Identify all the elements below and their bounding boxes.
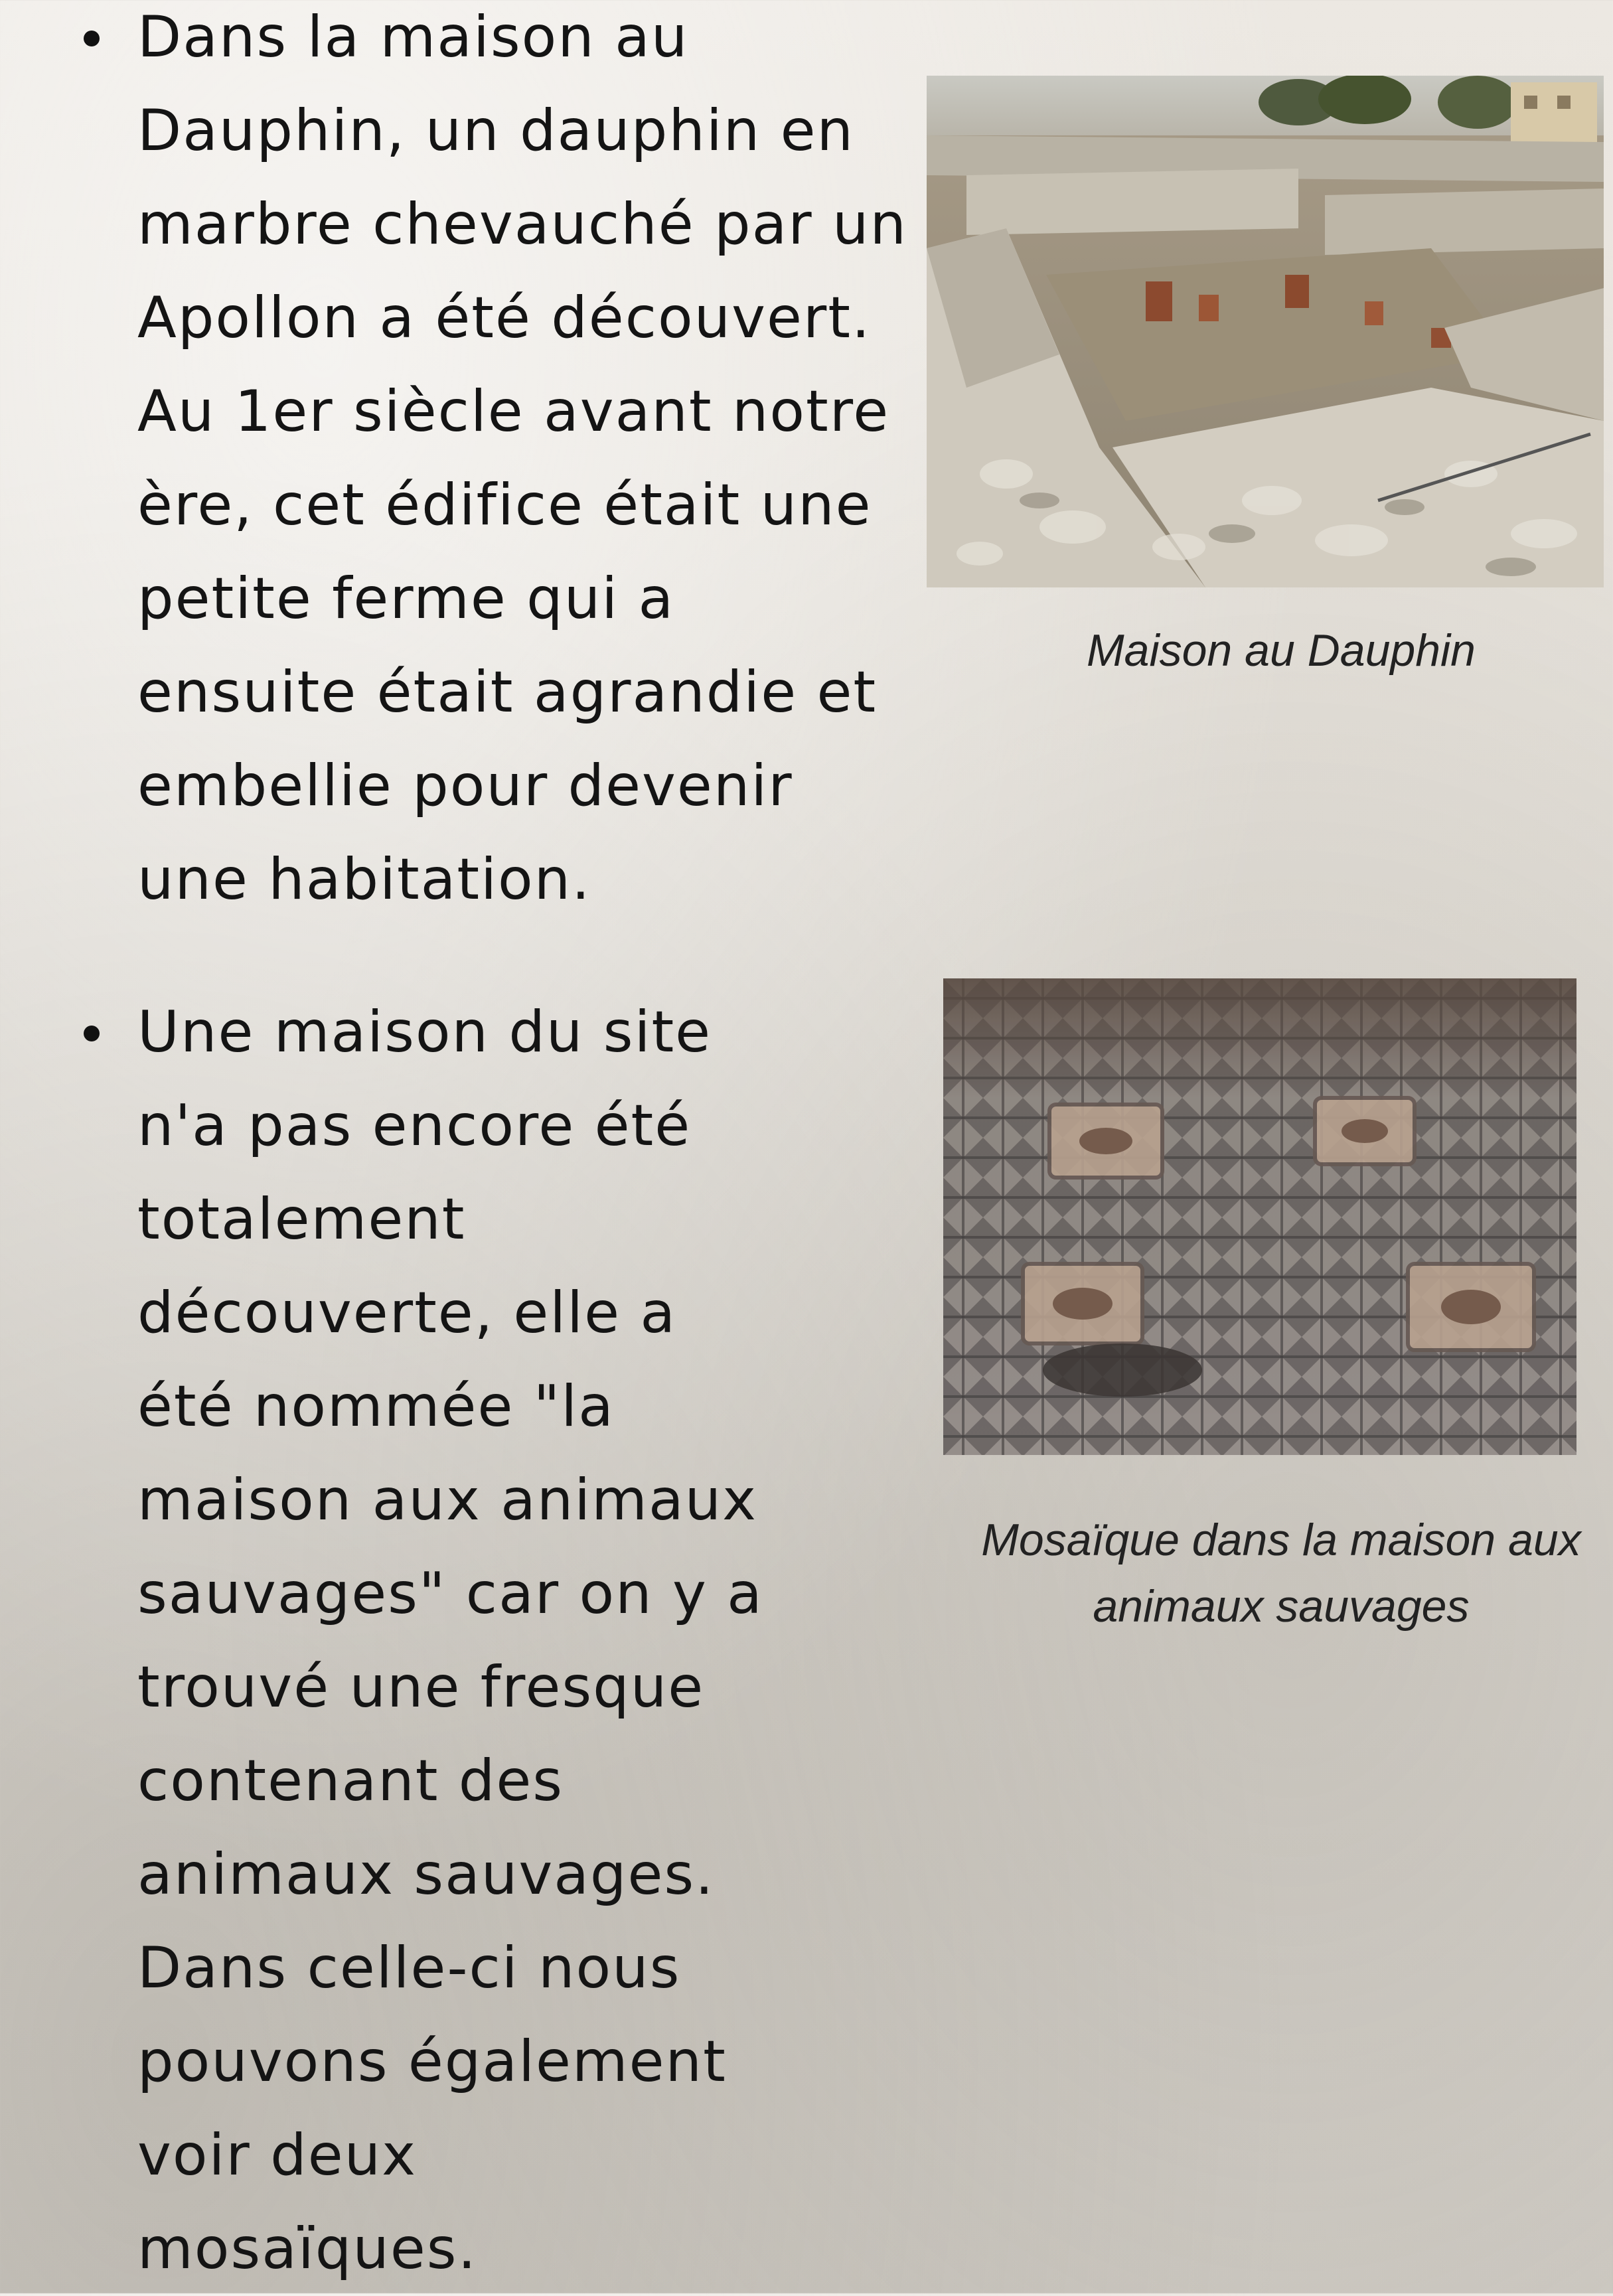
paragraph-maison-dauphin: Dans la maison au Dauphin, un dauphin en marbre chevauché par un Apollon a été découvert. Au 1er siècle avant notre ère, cet édifice était une petite ferme qui a ensuite était agrandie et embellie pour devenir une habitation. xyxy=(137,4,907,913)
bullet-point xyxy=(84,1026,100,1041)
photo-maison-dauphin-ruins xyxy=(927,76,1604,587)
caption-mosaique: Mosaïque dans la maison aux animaux sauvages xyxy=(981,1515,1581,1632)
caption-maison-dauphin: Maison au Dauphin xyxy=(1087,625,1476,676)
paragraph-maison-animaux-sauvages: Une maison du site n'a pas encore été totalement découverte, elle a été nommée "la maison aux animaux sauvages" car on y a trouvé une fresque contenant des animaux sauvages. Dans celle-ci nous pouvons également voir deux mosaïques. xyxy=(137,999,763,2282)
photo-mosaic-floor xyxy=(943,978,1576,1455)
bullet-point xyxy=(84,31,100,46)
